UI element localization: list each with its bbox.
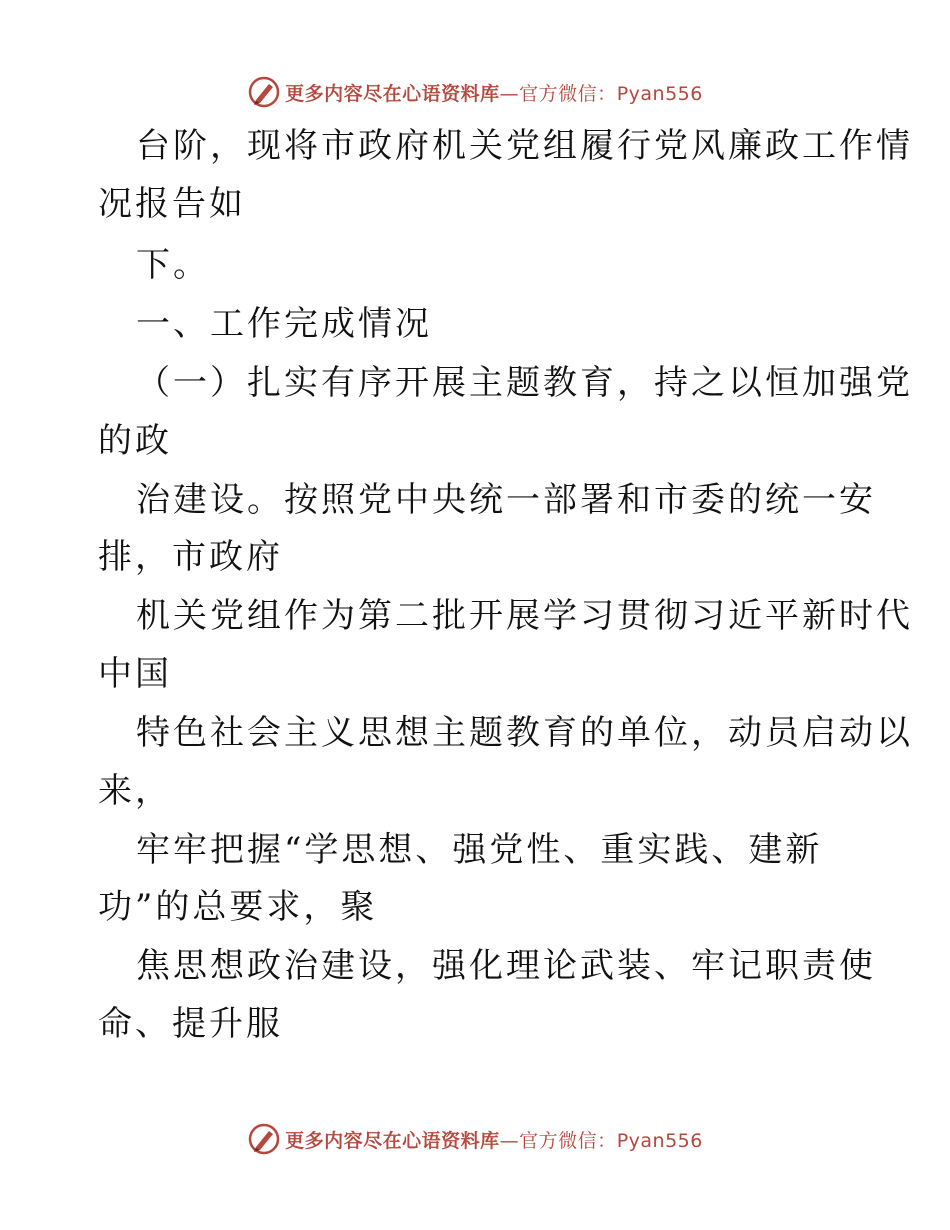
- pen-logo-icon: [247, 75, 281, 109]
- banner-site-text: 更多内容尽在心语资料库: [285, 1129, 500, 1152]
- section-heading: 一、工作完成情况: [136, 304, 432, 344]
- text-line: 况报告如: [98, 184, 246, 224]
- banner-account: Pyan556: [616, 1129, 703, 1152]
- footer-banner: [0, 1117, 950, 1161]
- text-line: 机关党组作为第二批开展学习贯彻习近平新时代: [136, 596, 913, 636]
- header-banner: [0, 70, 950, 114]
- text-line: 台阶，现将市政府机关党组履行党风廉政工作情: [136, 126, 913, 166]
- text-line: 治建设。按照党中央统一部署和市委的统一安: [136, 480, 876, 520]
- text-line: （一）扎实有序开展主题教育，持之以恒加强党: [136, 363, 913, 403]
- text-line: 排，市政府: [98, 537, 283, 577]
- text-line: 特色社会主义思想主题教育的单位，动员启动以: [136, 713, 913, 753]
- text-line: 牢牢把握“学思想、强党性、重实践、建新: [136, 830, 823, 870]
- banner-site-text: 更多内容尽在心语资料库: [285, 82, 500, 105]
- text-line: 焦思想政治建设，强化理论武装、牢记职责使: [136, 946, 876, 986]
- banner-text: [285, 1126, 703, 1153]
- banner-wechat-text: 官方微信：: [519, 1129, 617, 1152]
- banner-account: Pyan556: [616, 82, 703, 105]
- banner-dash: —: [499, 82, 520, 105]
- text-line: 来，: [98, 771, 172, 811]
- banner-dash: —: [499, 1129, 520, 1152]
- banner-text: [285, 79, 703, 106]
- text-line: 的政: [98, 421, 172, 461]
- text-line: 功”的总要求，聚: [98, 887, 378, 927]
- text-line: 命、提升服: [98, 1004, 283, 1044]
- banner-wechat-text: 官方微信：: [519, 82, 617, 105]
- text-line: 下。: [136, 245, 210, 285]
- text-line: 中国: [98, 654, 172, 694]
- pen-logo-icon: [247, 1122, 281, 1156]
